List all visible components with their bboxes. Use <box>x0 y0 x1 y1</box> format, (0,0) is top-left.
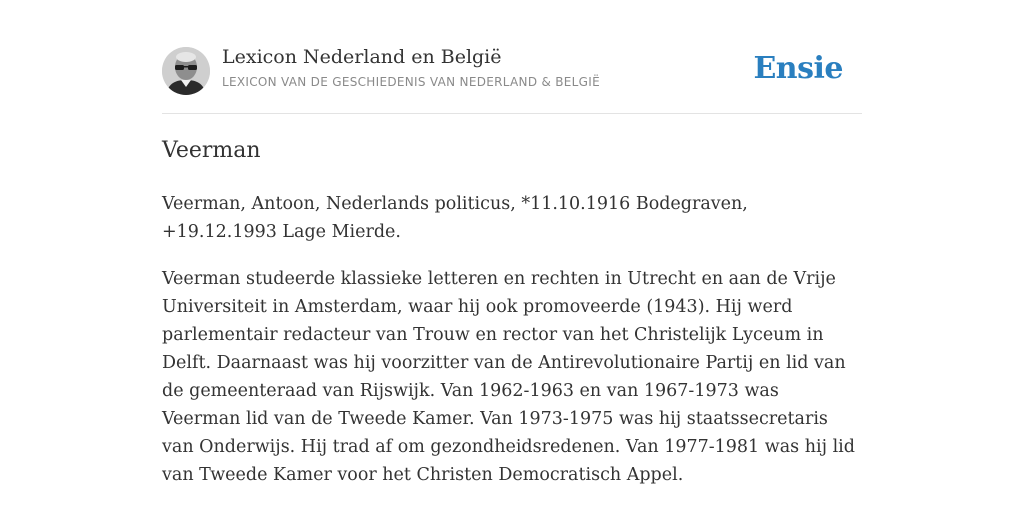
author-avatar[interactable] <box>162 47 210 95</box>
source-title-link[interactable]: Lexicon Nederland en België <box>222 46 502 68</box>
person-with-glasses-icon <box>162 47 210 95</box>
source-subtitle: LEXICON VAN DE GESCHIEDENIS VAN NEDERLAND & BELGIË <box>222 75 600 89</box>
entry-paragraph: Veerman, Antoon, Nederlands politicus, *11.10.1916 Bodegraven, +19.12.1993 Lage Mierde. <box>162 194 748 242</box>
header <box>162 0 862 114</box>
page-container <box>162 0 862 485</box>
entry-paragraph: Veerman studeerde klassieke letteren en rechten in Utrecht en aan de Vrije Universiteit in Amsterdam, waar hij ook promoveerde (1943). Hij werd parlementair redacteur van Trouw en rector van het Christelijk Lyceum in Delft. Daarnaast was hij voorzitter van de Antirevolutionaire Partij en lid van de gemeenteraad van Rijswijk. Van 1962-1963 en van 1967-1973 was Veerman lid van de Tweede Kamer. Van 1973-1975 was hij staatssecretaris van Onderwijs. Hij trad af om gezondheidsredenen. Van 1977-1981 was hij lid van Tweede Kamer voor het Christen Democratisch Appel. <box>162 269 855 485</box>
entry-body <box>162 190 862 508</box>
brand-logo-link[interactable]: Ensie <box>753 51 843 86</box>
entry-title: Veerman <box>162 138 261 163</box>
